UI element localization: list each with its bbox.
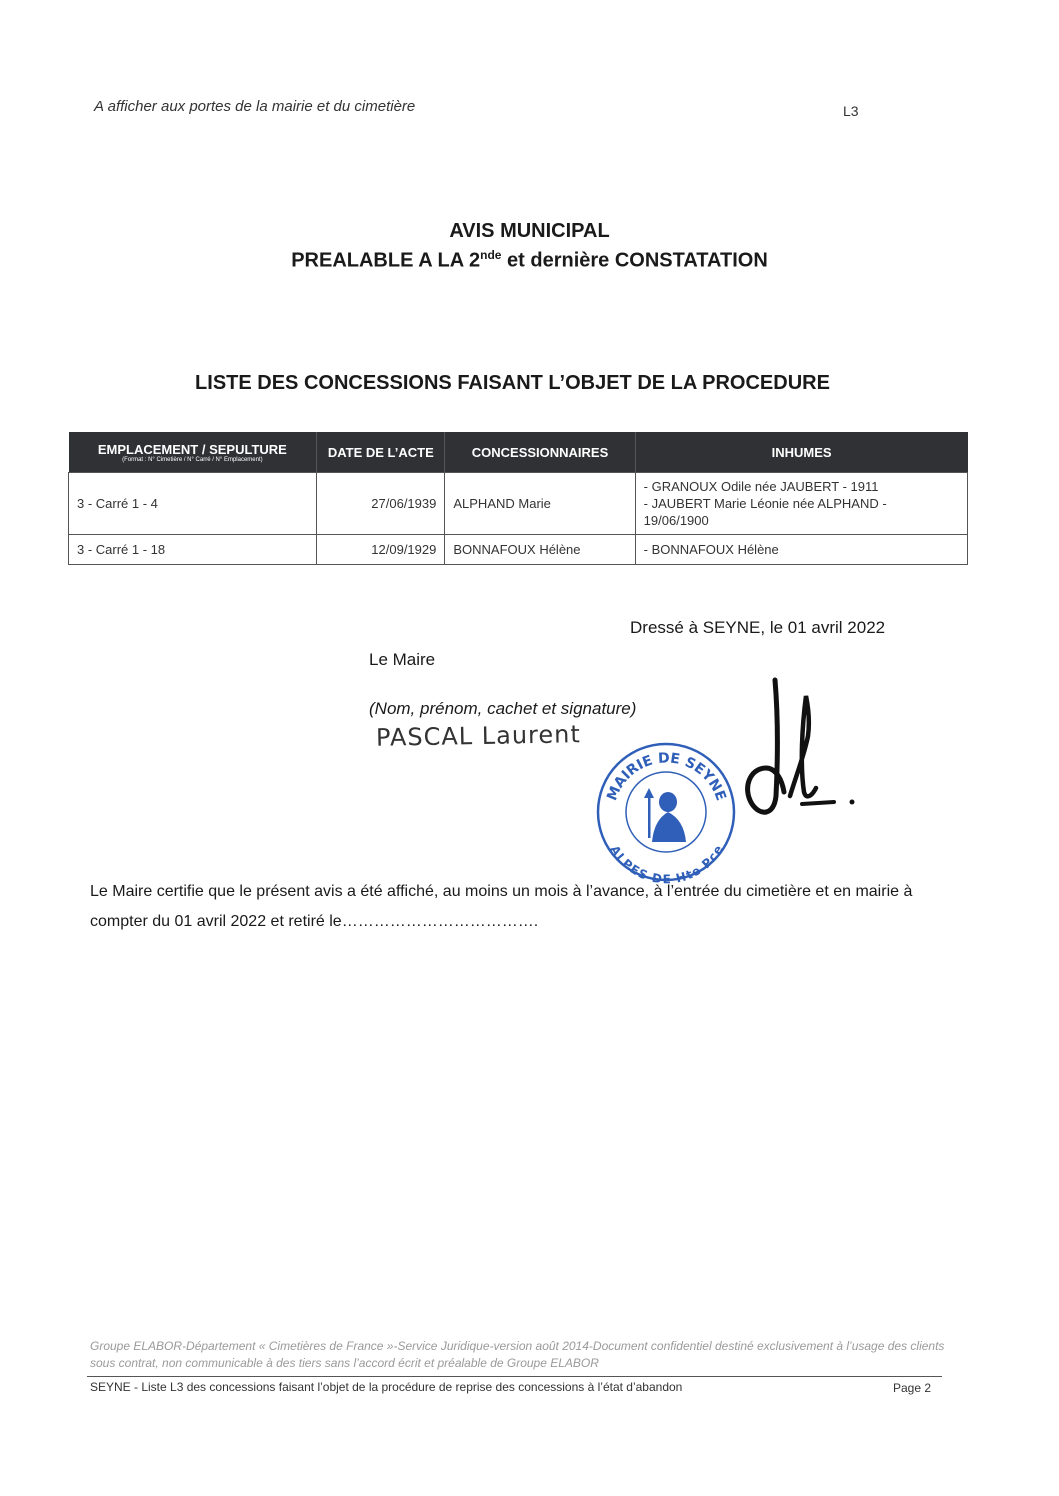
stamp-bottom-text: ALPES DE Hte Pce [607, 842, 726, 885]
signatory-role: Le Maire [369, 650, 436, 669]
header-concessionnaires: CONCESSIONNAIRES [445, 432, 635, 473]
mayor-signature [730, 676, 870, 826]
header-emplacement-format: (Format : N° Cimetière / N° Carré / N° Emplacement) [122, 456, 263, 463]
inhume-line: 19/06/1900 [643, 513, 709, 528]
cell-concessionnaire: BONNAFOUX Hélène [445, 535, 635, 565]
header-emplacement-label: EMPLACEMENT / SEPULTURE [97, 441, 287, 457]
table-row [69, 535, 968, 565]
cell-inhumes [635, 473, 967, 535]
table-row [69, 473, 968, 535]
stamp-top-text: MAIRIE DE SEYNE [604, 750, 729, 803]
cell-date: 27/06/1939 [317, 473, 445, 535]
handwritten-name: PASCAL Laurent [375, 720, 582, 752]
title-liste: LISTE DES CONCESSIONS FAISANT L’OBJET DE LA PROCEDURE [195, 372, 830, 394]
cell-emplacement: 3 - Carré 1 - 18 [69, 535, 317, 565]
title-prealable-a: PREALABLE A LA 2 [291, 249, 481, 272]
posting-note: A afficher aux portes de la mairie et du cimetière [94, 98, 416, 115]
header-emplacement [69, 432, 317, 473]
cell-emplacement: 3 - Carré 1 - 4 [69, 473, 317, 535]
cell-inhumes [635, 535, 967, 565]
document-code: L3 [843, 103, 859, 119]
marianne-emblem-icon [644, 788, 686, 842]
footer-page-number: Page 2 [893, 1381, 932, 1395]
dresse-date-line: Dressé à SEYNE, le 01 avril 2022 [630, 618, 886, 637]
signature-instructions: (Nom, prénom, cachet et signature) [369, 699, 637, 718]
mairie-stamp [594, 740, 739, 885]
header-date: DATE DE L’ACTE [317, 432, 445, 473]
cell-date: 12/09/1929 [317, 535, 445, 565]
footer-divider [87, 1376, 942, 1377]
title-avis-municipal: AVIS MUNICIPAL [449, 220, 610, 242]
footer-doc-title: SEYNE - Liste L3 des concessions faisant l’objet de la procédure de reprise des concessions à l’état d’abandon [90, 1380, 683, 1394]
certification-text: Le Maire certifie que le présent avis a été affiché, au moins un mois à l’avance, à l’entrée du cimetière et en mairie à compter du 01 avril 2022 et retiré le………………………………. [90, 883, 913, 930]
title-prealable-b: et dernière CONSTATATION [501, 249, 768, 272]
inhume-line: - BONNAFOUX Hélène [643, 542, 779, 557]
inhume-line: - JAUBERT Marie Léonie née ALPHAND - [643, 496, 887, 511]
footer-disclaimer: Groupe ELABOR-Département « Cimetières de France »-Service Juridique-version août 2014-Document confidentiel destiné exclusivement à l’usage des clients sous contrat, non communicable à des tiers sans l’accord écrit et préalable de Groupe ELABOR [90, 1339, 945, 1370]
table-header-row [69, 432, 968, 473]
header-inhumes: INHUMES [635, 432, 967, 473]
concessions-table [68, 432, 968, 565]
inhume-line: - GRANOUX Odile née JAUBERT - 1911 [643, 479, 879, 494]
title-prealable-sup: nde [480, 248, 502, 262]
title-prealable [0, 248, 1059, 273]
cell-concessionnaire: ALPHAND Marie [445, 473, 635, 535]
